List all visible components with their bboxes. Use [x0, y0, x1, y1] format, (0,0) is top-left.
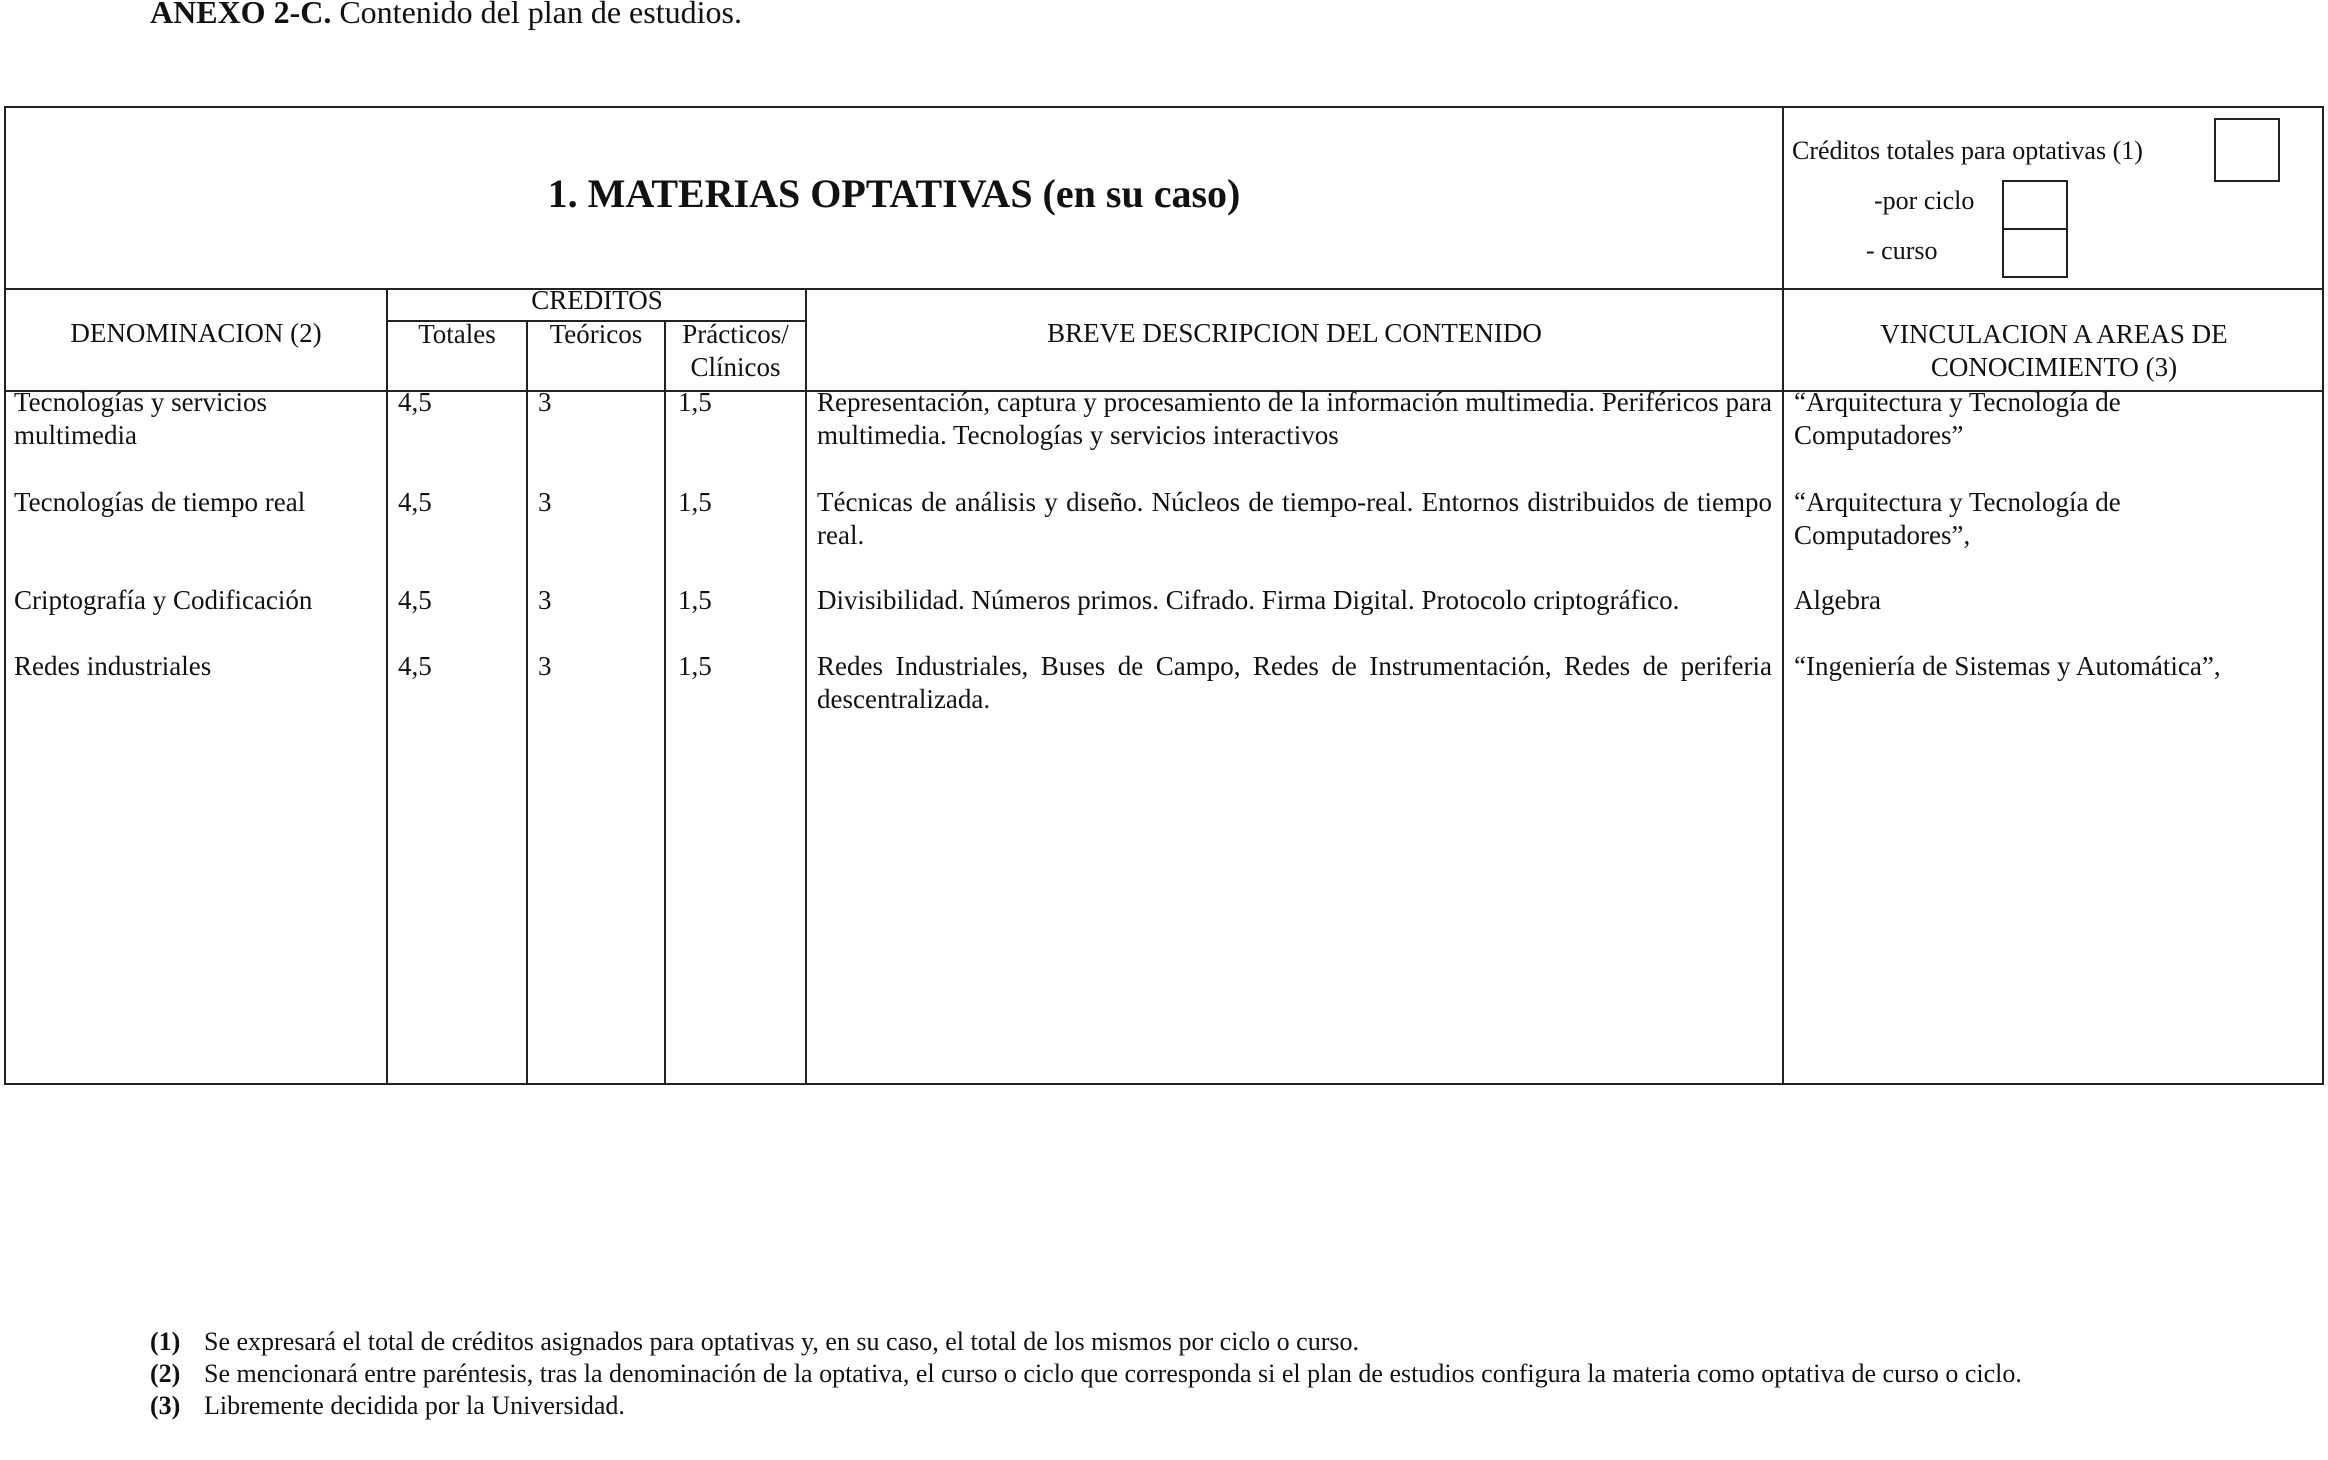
per-course-label: - curso — [1866, 236, 1938, 265]
total-credits-box[interactable] — [2214, 118, 2280, 182]
row3-practicos: 1,5 — [678, 585, 712, 615]
footnote-text: Se expresará el total de créditos asignados para optativas y, en su caso, el total de los mismos por ciclo o curso. — [204, 1327, 1359, 1356]
footnote-number: (3) — [150, 1391, 181, 1420]
row4-vinculacion: “Ingeniería de Sistemas y Automática”, — [1794, 651, 2221, 681]
per-cycle-label: -por ciclo — [1874, 186, 1975, 215]
row1-descripcion: Representación, captura y procesamiento de la información multimedia. Periféricos para multimedia. Tecnologías y servicios interactivos — [817, 387, 1772, 450]
row3-vinculacion: Algebra — [1794, 585, 1881, 615]
row1-totales: 4,5 — [398, 387, 432, 417]
row3-teoricos: 3 — [538, 585, 552, 615]
row1-vinculacion: “Arquitectura y Tecnología de Computadores” — [1794, 387, 2121, 450]
header-totales: Totales — [418, 319, 496, 349]
footnote-item — [150, 1358, 2210, 1390]
header-practicos — [666, 318, 805, 384]
row2-descripcion: Técnicas de análisis y diseño. Núcleos de tiempo-real. Entornos distribuidos de tiempo real. — [817, 487, 1772, 550]
footnote-item — [150, 1326, 2210, 1358]
header-creditos: CREDITOS — [531, 285, 663, 315]
per-course-box[interactable] — [2002, 228, 2068, 278]
annex-heading — [150, 0, 742, 31]
row4-denominacion: Redes industriales — [14, 651, 212, 681]
row4-teoricos: 3 — [538, 651, 552, 681]
header-vinculacion-line2: CONOCIMIENTO (3) — [1930, 352, 2178, 382]
footnote-text: Libremente decidida por la Universidad. — [204, 1391, 625, 1420]
row2-practicos: 1,5 — [678, 487, 712, 517]
header-descripcion: BREVE DESCRIPCION DEL CONTENIDO — [1047, 318, 1542, 348]
row4-practicos: 1,5 — [678, 651, 712, 681]
vinculacion-column-divider — [1782, 106, 1784, 1085]
header-vinculacion-line1: VINCULACION A AREAS DE — [1880, 319, 2228, 349]
row1-teoricos: 3 — [538, 387, 552, 417]
row3-denominacion: Criptografía y Codificación — [14, 585, 313, 615]
per-cycle-box[interactable] — [2002, 180, 2068, 230]
total-credits-label: Créditos totales para optativas (1) — [1792, 136, 2143, 165]
denominacion-column-divider — [386, 288, 388, 1085]
title-row-divider — [4, 288, 2324, 290]
row2-denominacion: Tecnologías de tiempo real — [14, 487, 306, 517]
footnote-text: Se mencionará entre paréntesis, tras la denominación de la optativa, el curso o ciclo que corresponda si el plan de estudios configura la materia como optativa de curso o ciclo. — [204, 1359, 2022, 1388]
row3-totales: 4,5 — [398, 585, 432, 615]
annex-title: Contenido del plan de estudios. — [339, 0, 742, 30]
row2-teoricos: 3 — [538, 487, 552, 517]
teoricos-column-divider — [664, 320, 666, 1085]
footnotes — [150, 1326, 2210, 1422]
footnote-number: (1) — [150, 1327, 181, 1356]
row4-descripcion: Redes Industriales, Buses de Campo, Redes de Instrumentación, Redes de periferia descentralizada. — [817, 651, 1772, 714]
header-practicos-line1: Prácticos/ — [682, 319, 789, 349]
totales-column-divider — [526, 320, 528, 1085]
header-practicos-line2: Clínicos — [690, 352, 781, 382]
row1-practicos: 1,5 — [678, 387, 712, 417]
row2-totales: 4,5 — [398, 487, 432, 517]
header-denominacion: DENOMINACION (2) — [70, 318, 322, 348]
row3-descripcion: Divisibilidad. Números primos. Cifrado. Firma Digital. Protocolo criptográfico. — [817, 585, 1680, 615]
row2-vinculacion: “Arquitectura y Tecnología de Computadores”, — [1794, 487, 2121, 550]
row4-totales: 4,5 — [398, 651, 432, 681]
practicos-column-divider — [805, 288, 807, 1085]
row1-denominacion: Tecnologías y servicios multimedia — [14, 387, 268, 450]
header-vinculacion — [1784, 318, 2324, 384]
section-title: 1. MATERIAS OPTATIVAS (en su caso) — [547, 171, 1241, 216]
footnote-number: (2) — [150, 1359, 181, 1388]
header-teoricos: Teóricos — [549, 319, 643, 349]
footnote-item — [150, 1390, 2210, 1422]
annex-label: ANEXO 2-C. — [150, 0, 332, 30]
